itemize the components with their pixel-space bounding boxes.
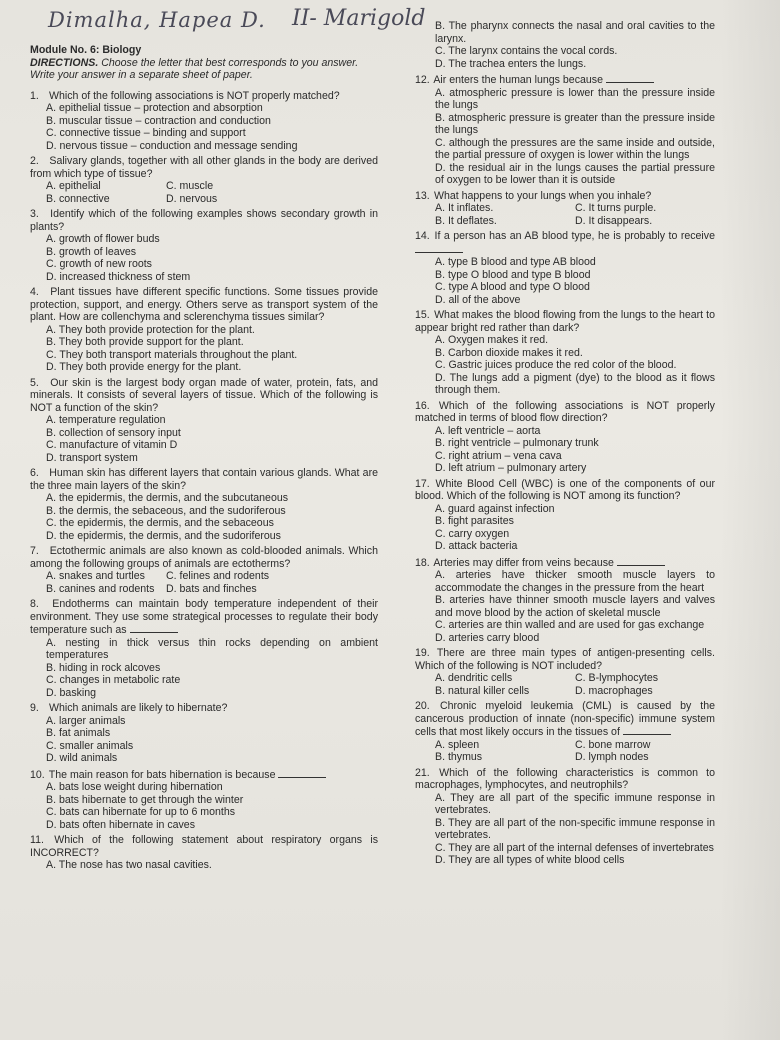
option: D. increased thickness of stem — [46, 270, 191, 283]
question-text: Endotherms can maintain body temperature independent of their environment. They use some strategical processes to regulate their body temperature such as — [30, 598, 378, 636]
question-stem — [30, 208, 378, 233]
question — [30, 286, 378, 374]
question-text: White Blood Cell (WBC) is one of the components of our blood. Which of the following is NOT among its function? — [415, 477, 715, 502]
directions-label: DIRECTIONS. — [30, 56, 99, 69]
question-stem — [30, 90, 378, 103]
option: B. thymus — [435, 751, 483, 763]
question-stem — [30, 702, 378, 715]
options-grid — [415, 739, 715, 764]
option: B. natural killer cells — [435, 684, 530, 697]
option: B. atmospheric pressure is greater than the pressure inside the lungs — [435, 111, 715, 136]
question-text: Which of the following characteristics is common to macrophages, lymphocytes, and neutrophils? — [415, 766, 715, 791]
question — [30, 155, 378, 205]
question-number: 3. — [30, 208, 39, 220]
option: A. epithelial — [46, 180, 101, 192]
option: C. Gastric juices produce the red color of the blood. — [435, 359, 677, 371]
question-text: Which of the following associations is NOT properly matched? — [48, 89, 340, 102]
question-stem — [415, 400, 715, 425]
option: C. bone marrow — [575, 738, 651, 751]
question-number: 17. — [415, 477, 430, 490]
question-number: 15. — [415, 309, 430, 321]
option: C. They both transport materials throughout the plant. — [46, 348, 298, 361]
question-text: Our skin is the largest body organ made of water, protein, fats, and minerals. It consists of several layers of tissue. Which of the following is NOT a function of the skin? — [30, 376, 378, 414]
option: A. guard against infection — [435, 502, 555, 515]
answer-blank — [278, 768, 326, 778]
question — [30, 208, 378, 283]
question — [415, 73, 715, 187]
question-number: 5. — [30, 376, 39, 389]
question-stem — [415, 309, 715, 334]
option: C. connective tissue – binding and support — [46, 127, 246, 139]
option: D. bats often hibernate in caves — [46, 818, 195, 831]
options — [30, 859, 378, 872]
options — [30, 414, 378, 464]
question-number: 14. — [415, 230, 430, 242]
question-text: Arteries may differ from veins because — [433, 556, 614, 569]
question — [415, 556, 715, 645]
answer-blank — [130, 623, 178, 633]
options — [415, 87, 715, 187]
question-number: 21. — [415, 766, 430, 779]
question — [415, 190, 715, 228]
question-number: 13. — [415, 189, 430, 202]
handwritten-name: Dimalha, Hapea D. — [48, 8, 266, 32]
module-title: Module No. 6: Biology — [30, 44, 142, 56]
option: B. fight parasites — [435, 515, 514, 527]
question-number: 12. — [415, 74, 430, 86]
question — [30, 768, 378, 832]
question — [415, 700, 715, 764]
question-stem — [30, 834, 378, 859]
option: A. type B blood and type AB blood — [435, 256, 596, 268]
option: D. the residual air in the lungs causes the partial pressure of oxygen to be lower than it is outside — [435, 161, 715, 186]
question-number: 11. — [30, 834, 44, 846]
page-shadow — [720, 0, 780, 1040]
option: A. spleen — [435, 738, 480, 751]
question — [415, 400, 715, 475]
option: C. arteries are thin walled and are used for gas exchange — [435, 619, 705, 631]
option: D. the epidermis, the dermis, and the sudoriferous — [46, 529, 281, 542]
question-number: 16. — [415, 399, 430, 412]
answer-blank — [606, 73, 654, 83]
question-number: 7. — [30, 545, 39, 557]
options — [30, 324, 378, 374]
question-number: 6. — [30, 467, 39, 479]
option: D. basking — [46, 686, 97, 699]
options — [30, 492, 378, 542]
question-stem — [30, 598, 378, 637]
option: C. changes in metabolic rate — [46, 674, 181, 686]
question — [30, 545, 378, 595]
option: B. It deflates. — [435, 214, 497, 227]
option: C. although the pressures are the same inside and outside, the partial pressure of oxygen is lower within the lungs — [435, 136, 715, 161]
options — [30, 233, 378, 283]
question-stem — [415, 556, 715, 570]
question-stem — [30, 768, 378, 782]
option: B. Carbon dioxide makes it red. — [435, 346, 583, 359]
option: C. manufacture of vitamin D — [46, 439, 178, 451]
option: D. They are all types of white blood cells — [435, 854, 625, 866]
answer-blank — [617, 556, 665, 566]
question-text: There are three main types of antigen-presenting cells. Which of the following is NOT included? — [415, 647, 715, 672]
question — [415, 478, 715, 553]
question — [415, 20, 715, 70]
question — [415, 647, 715, 697]
option: A. growth of flower buds — [46, 233, 160, 245]
option: A. They are all part of the specific immune response in vertebrates. — [435, 791, 715, 816]
question-text: Human skin has different layers that contain various glands. What are the three main layers of the skin? — [30, 467, 378, 492]
question-number: 2. — [30, 155, 39, 167]
question-stem — [415, 73, 715, 87]
option: B. arteries have thinner smooth muscle layers and valves and move blood by the action of skeletal muscle — [435, 594, 715, 619]
question-stem — [415, 478, 715, 503]
handwritten-section: II- Marigold — [292, 6, 426, 31]
question-text: What makes the blood flowing from the lungs to the heart to appear bright red rather than dark? — [415, 309, 715, 334]
question — [30, 90, 378, 153]
option: D. attack bacteria — [435, 540, 518, 552]
question-stem — [415, 767, 715, 792]
question-number: 20. — [415, 700, 430, 712]
options-grid — [415, 202, 715, 227]
option: D. They both provide energy for the plant. — [46, 361, 242, 373]
option: C. They are all part of the internal defenses of invertebrates — [435, 841, 714, 854]
option: C. felines and rodents — [166, 570, 270, 582]
question-stem — [30, 377, 378, 415]
option: C. right atrium – vena cava — [435, 449, 562, 462]
option: A. atmospheric pressure is lower than the pressure inside the lungs — [435, 86, 715, 111]
option: A. The nose has two nasal cavities. — [46, 859, 212, 871]
option: A. Oxygen makes it red. — [435, 334, 549, 346]
option: B. fat animals — [46, 727, 111, 739]
question-stem — [415, 190, 715, 203]
option: B. They both provide support for the plant. — [46, 336, 244, 348]
option: D. macrophages — [575, 684, 653, 697]
option: D. nervous tissue – conduction and message sending — [46, 139, 298, 152]
options-grid — [30, 570, 378, 595]
option: D. left atrium – pulmonary artery — [435, 462, 587, 474]
option: D. bats and finches — [166, 582, 257, 595]
question-number: 1. — [30, 89, 39, 102]
question — [415, 767, 715, 867]
options-grid — [30, 180, 378, 205]
question-text: What happens to your lungs when you inhale? — [433, 189, 652, 202]
directions-text: Choose the letter that best corresponds to you answer. Write your answer in a separate sheet of paper. — [30, 56, 359, 81]
question-number: 4. — [30, 286, 39, 298]
option: C. the epidermis, the dermis, and the sebaceous — [46, 517, 274, 529]
option: B. They are all part of the non-specific immune response in vertebrates. — [435, 816, 715, 841]
right-column — [415, 20, 715, 870]
module-header — [30, 44, 378, 82]
option: C. smaller animals — [46, 739, 134, 752]
option: B. bats hibernate to get through the winter — [46, 793, 244, 806]
question-stem — [30, 545, 378, 570]
option: D. arteries carry blood — [435, 631, 540, 644]
option: D. The lungs add a pigment (dye) to the blood as it flows through them. — [435, 371, 715, 396]
option: A. arteries have thicker smooth muscle layers to accommodate the changes in the pressure from the heart — [435, 569, 715, 594]
options — [415, 334, 715, 397]
option: A. It inflates. — [435, 202, 494, 214]
question-stem — [30, 286, 378, 324]
option: A. snakes and turtles — [46, 570, 145, 582]
question-text: Identify which of the following examples shows secondary growth in plants? — [30, 208, 378, 233]
question-text: Air enters the human lungs because — [433, 74, 603, 86]
option: A. temperature regulation — [46, 414, 166, 426]
left-column — [30, 44, 378, 875]
option: B. type O blood and type B blood — [435, 268, 591, 281]
question-stem — [30, 155, 378, 180]
option: C. B-lymphocytes — [575, 672, 659, 684]
option: B. right ventricle – pulmonary trunk — [435, 437, 599, 449]
option: C. muscle — [166, 180, 214, 192]
options — [415, 256, 715, 306]
options — [415, 20, 715, 70]
question — [30, 834, 378, 872]
option: D. wild animals — [46, 752, 118, 764]
option: B. canines and rodents — [46, 582, 155, 595]
options — [30, 781, 378, 831]
option: C. growth of new roots — [46, 258, 152, 270]
question-stem — [30, 467, 378, 492]
question — [415, 230, 715, 306]
option: D. lymph nodes — [575, 751, 649, 763]
right-questions — [415, 20, 715, 867]
option: A. They both provide protection for the plant. — [46, 323, 255, 336]
option: B. The pharynx connects the nasal and oral cavities to the larynx. — [435, 20, 715, 45]
options — [30, 102, 378, 152]
option: D. The trachea enters the lungs. — [435, 57, 587, 70]
question-text: Which animals are likely to hibernate? — [48, 702, 228, 714]
question-number: 18. — [415, 556, 430, 569]
option: A. the epidermis, the dermis, and the subcutaneous — [46, 492, 289, 504]
question-number: 9. — [30, 702, 39, 714]
options — [415, 569, 715, 644]
question — [30, 598, 378, 699]
question — [415, 309, 715, 397]
option: A. bats lose weight during hibernation — [46, 781, 223, 793]
option: A. nesting in thick versus thin rocks depending on ambient temperatures — [46, 636, 378, 661]
question-number: 19. — [415, 647, 430, 659]
question — [30, 377, 378, 465]
option: A. left ventricle – aorta — [435, 424, 541, 437]
question-text: If a person has an AB blood type, he is probably to receive — [434, 230, 715, 242]
option: B. growth of leaves — [46, 245, 137, 258]
question-text: Salivary glands, together with all other glands in the body are derived from which type of tissue? — [30, 155, 378, 180]
left-questions — [30, 90, 378, 872]
options — [30, 715, 378, 765]
option: D. all of the above — [435, 293, 521, 306]
question — [30, 702, 378, 765]
option: B. the dermis, the sebaceous, and the sudoriferous — [46, 504, 286, 517]
option: C. bats can hibernate for up to 6 months — [46, 806, 236, 818]
option: C. type A blood and type O blood — [435, 281, 590, 293]
options — [30, 637, 378, 700]
question-text: Which of the following statement about respiratory organs is INCORRECT? — [30, 834, 378, 859]
options — [415, 792, 715, 867]
option: D. transport system — [46, 451, 138, 464]
option: D. It disappears. — [575, 214, 653, 227]
options — [415, 425, 715, 475]
question-number: 10. — [30, 768, 45, 781]
question-number: 8. — [30, 598, 39, 610]
question-text: Ectothermic animals are also known as cold-blooded animals. Which among the following groups of animals are ectotherms? — [30, 545, 378, 570]
option: A. dendritic cells — [435, 672, 513, 684]
answer-blank — [415, 243, 463, 253]
question — [30, 467, 378, 542]
question-stem — [415, 230, 715, 256]
options-grid — [415, 672, 715, 697]
option: C. The larynx contains the vocal cords. — [435, 45, 618, 57]
question-text: Plant tissues have different specific functions. Some tissues provide protection, support, and energy. Others serve as transport system of the plant. How are collenchyma and sclerenchyma tissues similar? — [30, 286, 378, 323]
option: D. nervous — [166, 192, 218, 205]
option: B. hiding in rock alcoves — [46, 661, 161, 674]
question-text: The main reason for bats hibernation is because — [48, 768, 276, 781]
option: B. muscular tissue – contraction and conduction — [46, 114, 271, 127]
option: C. carry oxygen — [435, 527, 510, 540]
option: B. collection of sensory input — [46, 426, 181, 439]
option: A. epithelial tissue – protection and absorption — [46, 102, 263, 114]
options — [415, 503, 715, 553]
question-text: Which of the following associations is NOT properly matched in terms of blood flow direction? — [415, 399, 715, 424]
option: C. It turns purple. — [575, 202, 657, 214]
directions — [30, 57, 378, 82]
option: B. connective — [46, 192, 110, 205]
question-stem — [415, 700, 715, 739]
question-stem — [415, 647, 715, 672]
answer-blank — [623, 725, 671, 735]
option: A. larger animals — [46, 714, 126, 727]
question-text: Chronic myeloid leukemia (CML) is caused by the cancerous production of innate (non-specific) immune system cells that most likely occurs in the tissues of — [415, 700, 715, 738]
